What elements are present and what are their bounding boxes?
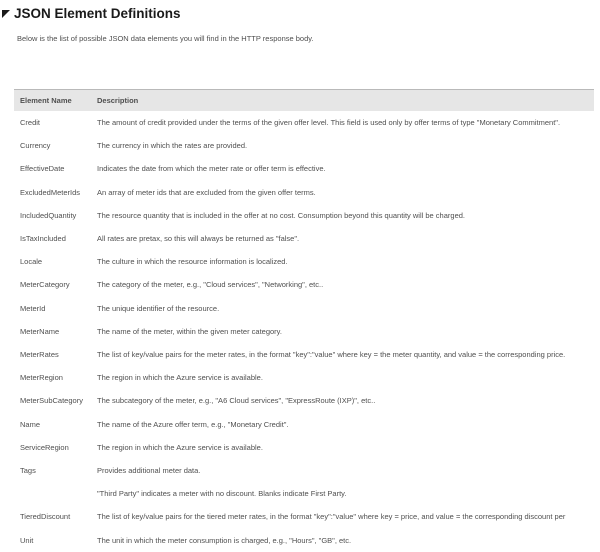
description-cell [97, 297, 594, 320]
description-cell [97, 505, 594, 528]
element-name-cell: MeterRegion [20, 373, 63, 383]
description-line: The region in which the Azure service is available. [97, 442, 263, 452]
description-cell [97, 529, 594, 552]
element-name-cell: EffectiveDate [20, 164, 65, 174]
table-body [14, 111, 594, 552]
description-cell [97, 111, 594, 134]
element-name-cell: Locale [20, 257, 43, 267]
description-cell [97, 181, 594, 204]
description-line: The currency in which the rates are provided. [97, 141, 248, 151]
element-name-cell: Tags [20, 466, 36, 476]
description-cell [97, 389, 594, 412]
description-line: The category of the meter, e.g., "Cloud services", "Networking", etc.. [97, 280, 324, 290]
element-name-cell: MeterCategory [20, 280, 70, 290]
element-name-cell: MeterName [20, 326, 60, 336]
collapsible-section-header[interactable] [0, 0, 600, 21]
description-line: Indicates the date from which the meter rate or offer term is effective. [97, 164, 326, 174]
description-line: The region in which the Azure service is available. [97, 373, 263, 383]
element-name-cell: ServiceRegion [20, 442, 69, 452]
json-element-definitions-table [14, 89, 594, 552]
element-name-cell: IncludedQuantity [20, 210, 77, 220]
description-line: "Third Party" indicates a meter with no discount. Blanks indicate First Party. [97, 489, 347, 499]
table-row [14, 413, 594, 436]
table-row [14, 204, 594, 227]
table-row [14, 320, 594, 343]
description-cell [97, 343, 594, 366]
element-name-cell: Unit [20, 535, 34, 545]
table-header-row [14, 89, 594, 111]
description-cell [97, 413, 594, 436]
description-cell [97, 436, 594, 459]
element-name-cell: TieredDiscount [20, 512, 71, 522]
table-row [14, 297, 594, 320]
description-cell [97, 134, 594, 157]
table-row [14, 181, 594, 204]
table-row [14, 366, 594, 389]
element-name-cell: MeterSubCategory [20, 396, 83, 406]
description-line: Provides additional meter data. [97, 466, 201, 476]
description-line: The name of the meter, within the given meter category. [97, 326, 282, 336]
element-name-cell: ExcludedMeterIds [20, 187, 81, 197]
table-row [14, 459, 594, 505]
table-row [14, 273, 594, 296]
intro-text: Below is the list of possible JSON data elements you will find in the HTTP response body. [17, 34, 314, 43]
description-cell [97, 204, 594, 227]
description-line: The culture in which the resource information is localized. [97, 257, 288, 267]
description-line: The amount of credit provided under the terms of the given offer level. This field is used only by offer terms of type "Monetary Commitment". [97, 118, 561, 127]
description-line: The list of key/value pairs for the meter rates, in the format "key":"value" where key = the meter quantity, and value = the corresponding price. [97, 350, 566, 360]
description-cell [97, 273, 594, 296]
table-row [14, 343, 594, 366]
description-line: An array of meter ids that are excluded from the given offer terms. [97, 187, 316, 197]
column-header-element-name: Element Name [20, 96, 72, 105]
element-name-cell: Currency [20, 141, 51, 151]
table-row [14, 529, 594, 552]
description-line: The subcategory of the meter, e.g., "A6 Cloud services", "ExpressRoute (IXP)", etc.. [97, 396, 376, 406]
description-line: The unique identifier of the resource. [97, 303, 220, 313]
description-cell [97, 320, 594, 343]
table-row [14, 389, 594, 412]
description-line: The unit in which the meter consumption is charged, e.g., "Hours", "GB", etc. [97, 535, 352, 545]
element-name-cell: IsTaxIncluded [20, 234, 66, 244]
column-header-description: Description [97, 96, 139, 105]
page-title[interactable]: JSON Element Definitions [14, 6, 181, 21]
description-cell [97, 227, 594, 250]
table-row [14, 250, 594, 273]
table-row [14, 134, 594, 157]
collapse-triangle-icon[interactable] [2, 10, 10, 18]
table-row [14, 157, 594, 180]
table-row [14, 505, 594, 528]
description-line: The resource quantity that is included in the offer at no cost. Consumption beyond this quantity will be charged. [97, 210, 465, 220]
description-cell [97, 366, 594, 389]
description-line: The list of key/value pairs for the tiered meter rates, in the format "key":"value" where key = price, and value = the corresponding discount per [97, 512, 566, 522]
description-cell [97, 459, 594, 505]
description-line: All rates are pretax, so this will always be returned as "false". [97, 234, 300, 244]
element-name-cell: Name [20, 419, 41, 429]
description-line: The name of the Azure offer term, e.g., "Monetary Credit". [97, 419, 289, 429]
description-cell [97, 157, 594, 180]
element-name-cell: Credit [20, 118, 41, 127]
table-row [14, 436, 594, 459]
table-row [14, 227, 594, 250]
description-cell [97, 250, 594, 273]
table-row [14, 111, 594, 134]
element-name-cell: MeterId [20, 303, 46, 313]
element-name-cell: MeterRates [20, 350, 59, 360]
